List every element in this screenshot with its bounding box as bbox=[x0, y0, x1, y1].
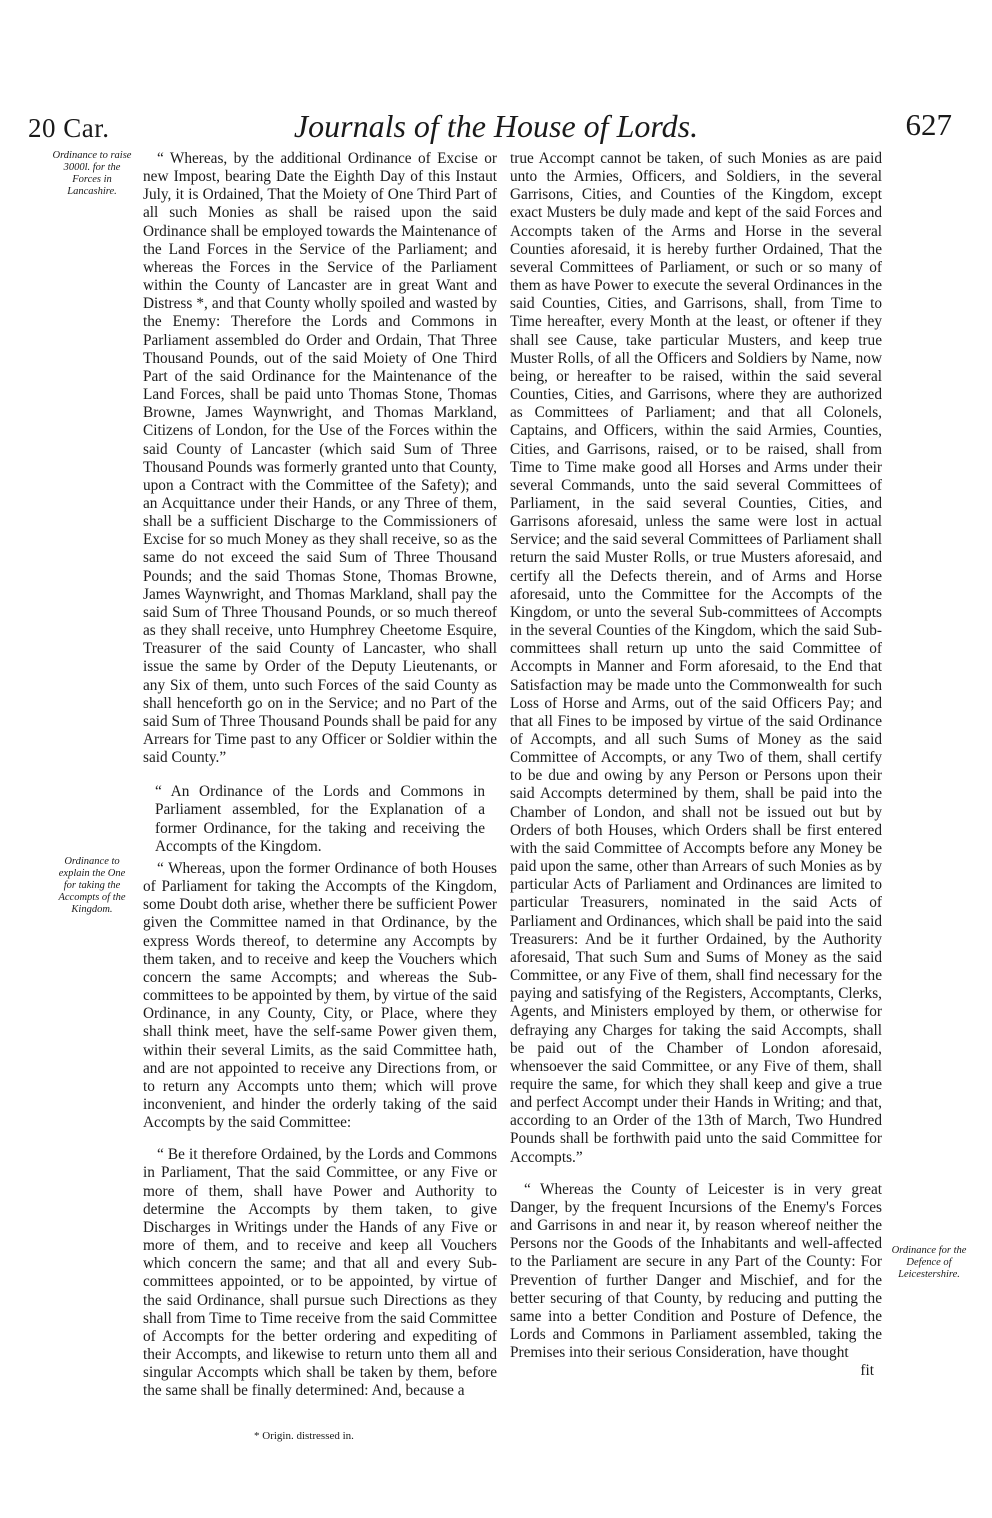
page-header bbox=[0, 0, 992, 144]
footnote: * Origin. distressed in. bbox=[254, 1430, 354, 1442]
margin-note-accompts: Ordinance to explain the One for taking the Accompts of the Kingdom. bbox=[58, 856, 126, 915]
regnal-year: 20 Car. bbox=[28, 113, 110, 143]
running-title: Journals of the House of Lords. bbox=[293, 108, 699, 144]
paragraph-lancaster-ordinance: “ Whereas, by the additional Ordinance of Excise or new Impost, bearing Date the Eighth Day of this Instaut July, it is Ordained, That the Moiety of One Third Part of all such Monies as shall be raised upon the said Ordinance shall be employed towards the Maintenance of the Land Forces in the Service of the Parliament; and whereas the Forces in the Service of the Parliament within the County of Lancaster are in great Want and Distress *, and that County wholly spoiled and wasted by the Enemy: Therefore the Lords and Commons in Parliament assembled do Order and Ordain, That Three Thousand Pounds, out of the said Moiety of One Third Part of the said Ordinance for the Maintenance of the Land Forces, shall be paid unto Thomas Stone, Thomas Browne, James Waynwright, and Thomas Markland, Citizens of London, for the Use of the Forces within the said County of Lancaster (which said Sum of Three Thousand Pounds was formerly granted unto that County, upon a Contract with the Committee of the Safety); and an Acquittance under their Hands, or any Three of them, shall be a sufficient Discharge to the Commissioners of Excise for so much Money as they shall receive, so as the same do not exceed the said Sum of Three Thousand Pounds; and the said Thomas Stone, Thomas Browne, James Waynwright, and Thomas Markland, shall pay the said Sum of Three Thousand Pounds, or so much thereof as they shall receive, unto Humphrey Cheetome Esquire, Treasurer of the said County of Lancaster, who shall issue the same by Order of the Deputy Lieutenants, or any Six of them, unto such Forces of the said County as shall henceforth go on in the Service; and no Part of the said Sum of Three Thousand Pounds shall be paid for any Arrears for Time past to any Officer or Soldier within the said County.” bbox=[143, 150, 497, 767]
page-number: 627 bbox=[905, 107, 952, 142]
right-column bbox=[510, 150, 882, 1380]
paragraph-accompts-continued: true Accompt cannot be taken, of such Monies as are paid unto the Armies, Officers, and Soldiers, in the several Garrisons, Cities, and Counties of the Kingdom, except exact Musters be duly made and kept of the said Forces and Accompts taken of the Arms and Horse in the several Counties aforesaid, it is hereby further Ordained, That the several Committees of Parliament, or such or so many of them as have Power to execute the several Ordinances in the said Counties, Cities, and Garrisons, shall, from Time to Time hereafter, every Month at the least, or oftener if they shall see Cause, take particular Musters, and keep true Muster Rolls, of all the Officers and Soldiers by Name, now being, or hereafter to be raised, within the said several Counties, Cities, and Garrisons, where they are authorized as Committees of Parliament; and that all Colonels, Captains, and Officers, within the said Armies, Counties, Cities, and Garrisons, raised, or to be raised, shall from Time to Time make good all Horses and Arms under their several Commands, unto the said several Committees of Parliament, in the said several Counties, Cities, and Garrisons aforesaid, unless the same were lost in actual Service; and the said several Committees of Parliament shall return the said Muster Rolls, or true Musters aforesaid, and certify all the Defects therein, and of Arms and Horse aforesaid, unto the Committee for the Accompts of the Kingdom, or unto the several Sub-committees of Accompts in the several Counties of the Kingdom, which the said Sub-committees shall return up unto the said Committee of Accompts in Manner and Form aforesaid, to the End that Satisfaction may be made unto the Commonwealth for such Loss of Horse and Arms, out of the said Officers Pay; and that all Fines to be imposed by virtue of the said Ordinance of Accompts, and all such Sums of Money as the said Committee of Accompts, or any Two of them, shall certify to be due and owing by any Person or Persons upon their said Accompts determined by them, shall be paid into the Chamber of London, and shall not be issued out but by Orders of both Houses, which Orders shall be first entered with the said Committee of Accompts before any Money be paid upon the same, other than Arrears of such Monies as by particular Acts of Parliament and Ordinances are limited to particular Treasurers, nominated in the said Acts of Parliament and Ordinances, which shall be paid into the said Treasurers: And be it further Ordained, by the Authority aforesaid, That such Sum and Sums of Money as the said Committee, or any Five of them, shall find necessary for the paying and satisfying of the Registers, Accomptants, Clerks, Agents, and Ministers employed by them, or otherwise for defraying any Charges for taking the said Accompts, shall be paid out of the Chamber of London aforesaid, whensoever the said Committee, or any Five of them, shall require the same, for which they shall keep and give a true and perfect Accompt under their Hands in Writing; and that, according to an Order of the 13th of March, Two Hundred Pounds shall be forthwith paid unto the said Committee for Accompts.” bbox=[510, 150, 882, 1166]
ordinance-heading: “ An Ordinance of the Lords and Commons in Parliament assembled, for the Explanation of a former Ordinance, for the taking and receiving the Accompts of the Kingdom. bbox=[155, 783, 485, 855]
paragraph-accompts-enactment: “ Be it therefore Ordained, by the Lords and Commons in Parliament, That the said Committee, or any Five or more of them, shall have Power and Authority to determine the Accompts by them taken, to give Discharges in Writings under the Hands of any Five or more of them, and to receive and keep all Vouchers which concern the same; and that all and every Sub-committees appointed, or to be appointed, by virtue of the said Ordinance, shall pursue such Directions as they shall from Time to Time receive from the said Committee of Accompts for the better ordering and expediting of their Accompts, and likewise to return unto them all and singular Accompts which shall be taken by them, before the same shall be finally determined: And, because a bbox=[143, 1146, 497, 1400]
paragraph-accompts-preamble: “ Whereas, upon the former Ordinance of both Houses of Parliament for taking the Accompts of the Kingdom, some Doubt doth arise, whether there be sufficient Power given the Committee named in that Ordinance, by the express Words thereof, to determine any Accompts by them taken, and to receive and keep the Vouchers which concern the same Accompts; and whereas the Sub-committees to be appointed by them, by virtue of the said Ordinance, in any County, City, or Place, where they shall think meet, have the self-same Power given them, within their several Limits, as the said Committee hath, and are not appointed to receive any Directions from, or to return any Accompts unto them; which will prove inconvenient, and hinder the orderly taking of the said Accompts by the said Committee: bbox=[143, 859, 497, 1132]
left-column bbox=[143, 150, 497, 1400]
margin-note-lancashire: Ordinance to raise 3000l. for the Forces in Lancashire. bbox=[52, 150, 132, 197]
paragraph-leicester-ordinance: “ Whereas the County of Leicester is in very great Danger, by the frequent Incursions of the Enemy's Forces and Garrisons in and near it, by reason whereof neither the Persons nor the Goods of the Inhabitants and well-affected to the Parliament are secure in any Part of the County: For Prevention of further Danger and Mischief, and for the better securing of that County, by reducing and putting the same into a better Condition and Posture of Defence, the Lords and Commons in Parliament assembled, taking the Premises into their serious Consideration, have thought bbox=[510, 1180, 882, 1362]
margin-note-leicestershire: Ordinance for the Defence of Leicestershire. bbox=[891, 1245, 967, 1280]
catchword: fit bbox=[860, 1362, 874, 1380]
